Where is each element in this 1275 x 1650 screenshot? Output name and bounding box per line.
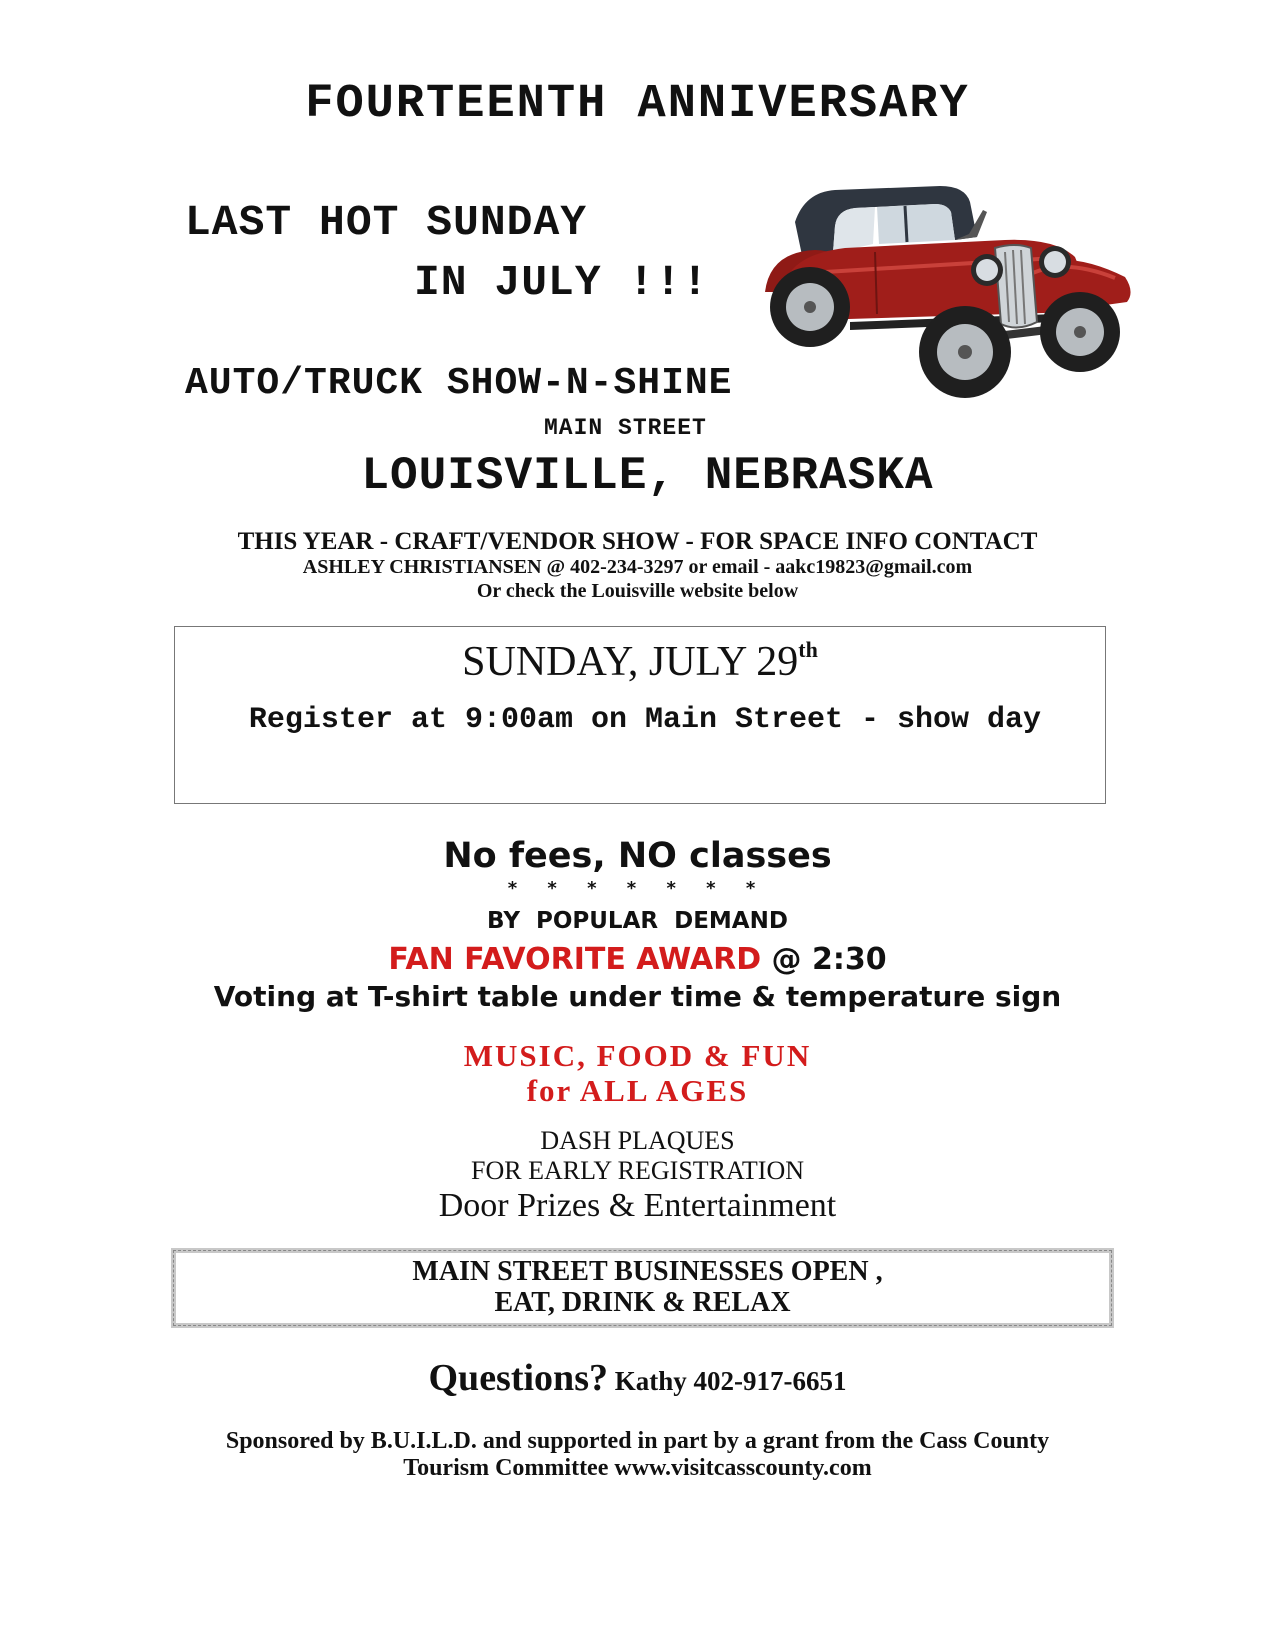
craft-vendor-line: THIS YEAR - CRAFT/VENDOR SHOW - FOR SPACE INFO CONTACT — [237, 528, 1038, 555]
event-date-box — [174, 626, 1106, 804]
business-line-2: EAT, DRINK & RELAX — [494, 1287, 791, 1318]
fan-award-label: FAN FAVORITE AWARD — [388, 942, 762, 977]
popular-demand-label: BY POPULAR DEMAND — [487, 908, 788, 934]
questions-label: Questions? — [428, 1357, 608, 1399]
fees-notice: No fees, NO classes — [443, 836, 832, 876]
event-date-text: SUNDAY, JULY 29 — [462, 639, 799, 685]
questions-contact: Kathy 402-917-6651 — [607, 1366, 847, 1396]
headline-line-1: LAST HOT SUNDAY — [185, 198, 588, 247]
star-divider: * * * * * * * — [507, 878, 768, 899]
all-ages: for ALL AGES — [526, 1073, 749, 1108]
registration-info: Register at 9:00am on Main Street - show day — [248, 703, 1042, 737]
voting-info: Voting at T-shirt table under time & temperature sign — [213, 980, 1062, 1013]
headline-line-2: IN JULY !!! — [414, 258, 709, 307]
event-date — [175, 637, 1105, 686]
business-box — [171, 1248, 1114, 1328]
craft-contact-line: ASHLEY CHRISTIANSEN @ 402-234-3297 or email - aakc19823@gmail.com — [302, 556, 973, 578]
early-registration: FOR EARLY REGISTRATION — [471, 1156, 804, 1185]
craft-website-line: Or check the Louisville website below — [476, 580, 799, 602]
sponsor-line-2: Tourism Committee www.visitcasscounty.com — [403, 1455, 872, 1481]
dash-plaques: DASH PLAQUES — [540, 1126, 735, 1155]
vintage-car-icon — [755, 182, 1140, 422]
city-title: LOUISVILLE, NEBRASKA — [361, 450, 934, 502]
door-prizes: Door Prizes & Entertainment — [438, 1187, 837, 1224]
street-label: MAIN STREET — [544, 415, 707, 441]
music-food-fun: MUSIC, FOOD & FUN — [463, 1038, 812, 1073]
fan-award-line — [0, 942, 1275, 977]
show-name: AUTO/TRUCK SHOW-N-SHINE — [185, 362, 733, 405]
event-date-suffix: th — [798, 637, 818, 662]
anniversary-title: FOURTEENTH ANNIVERSARY — [305, 78, 970, 131]
questions-line — [0, 1356, 1275, 1400]
sponsor-line-1: Sponsored by B.U.I.L.D. and supported in part by a grant from the Cass County — [225, 1428, 1050, 1454]
business-line-1: MAIN STREET BUSINESSES OPEN , — [412, 1256, 883, 1287]
fan-award-time: @ 2:30 — [761, 942, 887, 977]
